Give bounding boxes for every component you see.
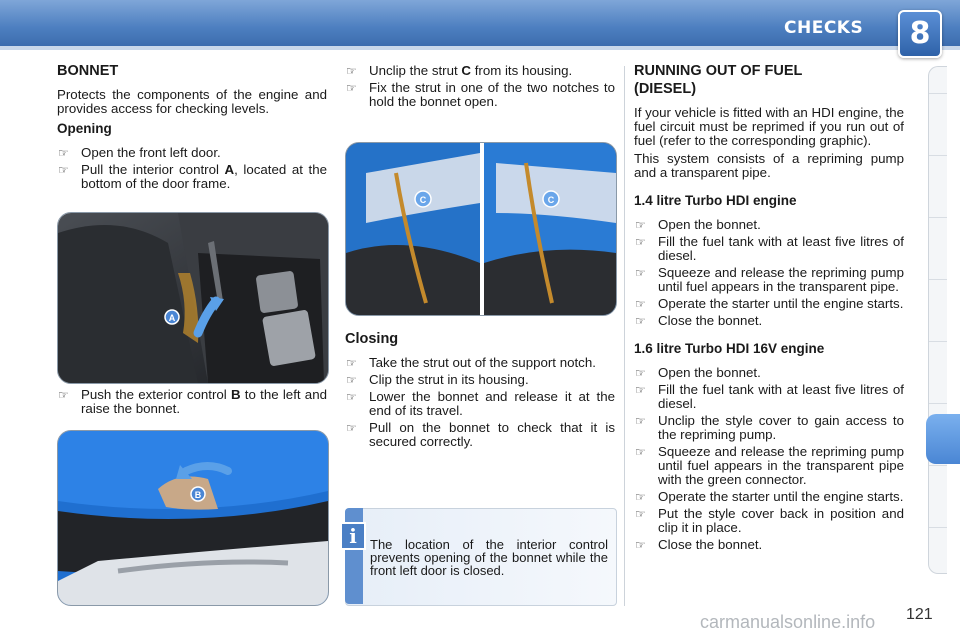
exterior-control-photo [57,430,329,606]
list-item: ☞ Pull on the bonnet to check that it is secured correctly. [346,420,615,449]
hand-pointer-icon: ☞ [58,146,69,160]
column-divider [624,66,625,606]
chapter-tabs [928,66,947,574]
list-item: ☞ Squeeze and release the repriming pump until fuel appears in the transparent pipe. [635,265,904,294]
hand-pointer-icon: ☞ [635,445,646,459]
hand-pointer-icon: ☞ [635,314,646,328]
hand-pointer-icon: ☞ [635,383,646,397]
hand-pointer-icon: ☞ [346,81,357,95]
column-bonnet [57,62,327,191]
closing-block [345,332,615,449]
hand-pointer-icon: ☞ [635,414,646,428]
list-item: ☞ Take the strut out of the support notch. [346,355,596,370]
header-stripe [0,46,960,50]
info-icon: i [340,522,366,550]
list-item: ☞ Push the exterior control B to the left and raise the bonnet. [58,387,327,416]
hand-pointer-icon: ☞ [346,373,357,387]
hand-pointer-icon: ☞ [635,538,646,552]
list-item: ☞ Operate the starter until the engine starts. [635,489,904,504]
engine1-title: 1.4 litre Turbo HDI engine [634,193,797,208]
opening-subtitle: Opening [57,121,112,136]
interior-control-photo [57,212,329,384]
fuel-para-2: This system consists of a repriming pump and a transparent pipe. [634,151,904,180]
list-item: ☞ Clip the strut in its housing. [346,372,529,387]
hand-pointer-icon: ☞ [635,266,646,280]
list-item: ☞ Open the bonnet. [635,365,761,380]
hand-pointer-icon: ☞ [635,297,646,311]
strut-steps-block [345,64,615,109]
list-item: ☞ Close the bonnet. [635,313,763,328]
list-item: ☞ Put the style cover back in position and clip it in place. [635,506,904,535]
label-c-left: C [419,195,427,205]
label-c-right: C [547,195,555,205]
fuel-para-1: If your vehicle is fitted with an HDI engine, the fuel circuit must be reprimed if you run out of fuel (refer to the corresponding graphic). [634,105,904,148]
opening-steps [57,146,327,191]
chapter-number-badge: 8 [898,10,942,58]
list-item: ☞ Fill the fuel tank with at least five litres of diesel. [635,234,904,263]
label-b: B [194,490,202,500]
list-item: ☞ Squeeze and release the repriming pump until fuel appears in the transparent pipe with the green connector. [635,444,904,487]
list-item: ☞ Open the bonnet. [635,217,761,232]
list-item: ☞ Pull the interior control A, located at the bottom of the door frame. [58,162,327,191]
list-item: ☞ Fix the strut in one of the two notches to hold the bonnet open. [346,80,615,109]
list-item: ☞ Open the front left door. [58,145,221,160]
list-item: ☞ Unclip the style cover to gain access to the repriming pump. [635,413,904,442]
hand-pointer-icon: ☞ [346,421,357,435]
info-text: The location of the interior control prevents opening of the bonnet while the front left door is closed. [370,537,608,578]
list-item: ☞ Unclip the strut C from its housing. [346,63,573,78]
hand-pointer-icon: ☞ [635,366,646,380]
column-fuel [634,62,904,552]
list-item: ☞ Operate the starter until the engine starts. [635,296,904,311]
list-item: ☞ Fill the fuel tank with at least five litres of diesel. [635,382,904,411]
closing-steps [345,356,615,449]
label-a: A [168,313,176,323]
hand-pointer-icon: ☞ [635,235,646,249]
closing-title: Closing [345,331,399,347]
engine2-title: 1.6 litre Turbo HDI 16V engine [634,341,825,356]
list-item: ☞ Lower the bonnet and release it at the end of its travel. [346,389,615,418]
list-item: ☞ Close the bonnet. [635,537,763,552]
fuel-title: RUNNING OUT OF FUEL (DIESEL) [634,63,803,97]
hand-pointer-icon: ☞ [346,390,357,404]
chapter-tab-active[interactable] [926,414,960,464]
bonnet-title: BONNET [57,63,119,79]
hand-pointer-icon: ☞ [346,356,357,370]
page-number: 121 [906,606,933,623]
chapter-title: CHECKS [784,18,864,38]
exterior-control-step [57,388,327,416]
bonnet-intro: Protects the components of the engine and provides access for checking levels. [57,87,327,116]
hand-pointer-icon: ☞ [346,64,357,78]
engine1-steps [634,218,904,328]
bonnet-strut-photo [345,142,617,316]
hand-pointer-icon: ☞ [58,388,69,402]
hand-pointer-icon: ☞ [635,218,646,232]
hand-pointer-icon: ☞ [635,490,646,504]
watermark: carmanualsonline.info [700,612,876,632]
hand-pointer-icon: ☞ [635,507,646,521]
engine2-steps [634,366,904,552]
hand-pointer-icon: ☞ [58,163,69,177]
